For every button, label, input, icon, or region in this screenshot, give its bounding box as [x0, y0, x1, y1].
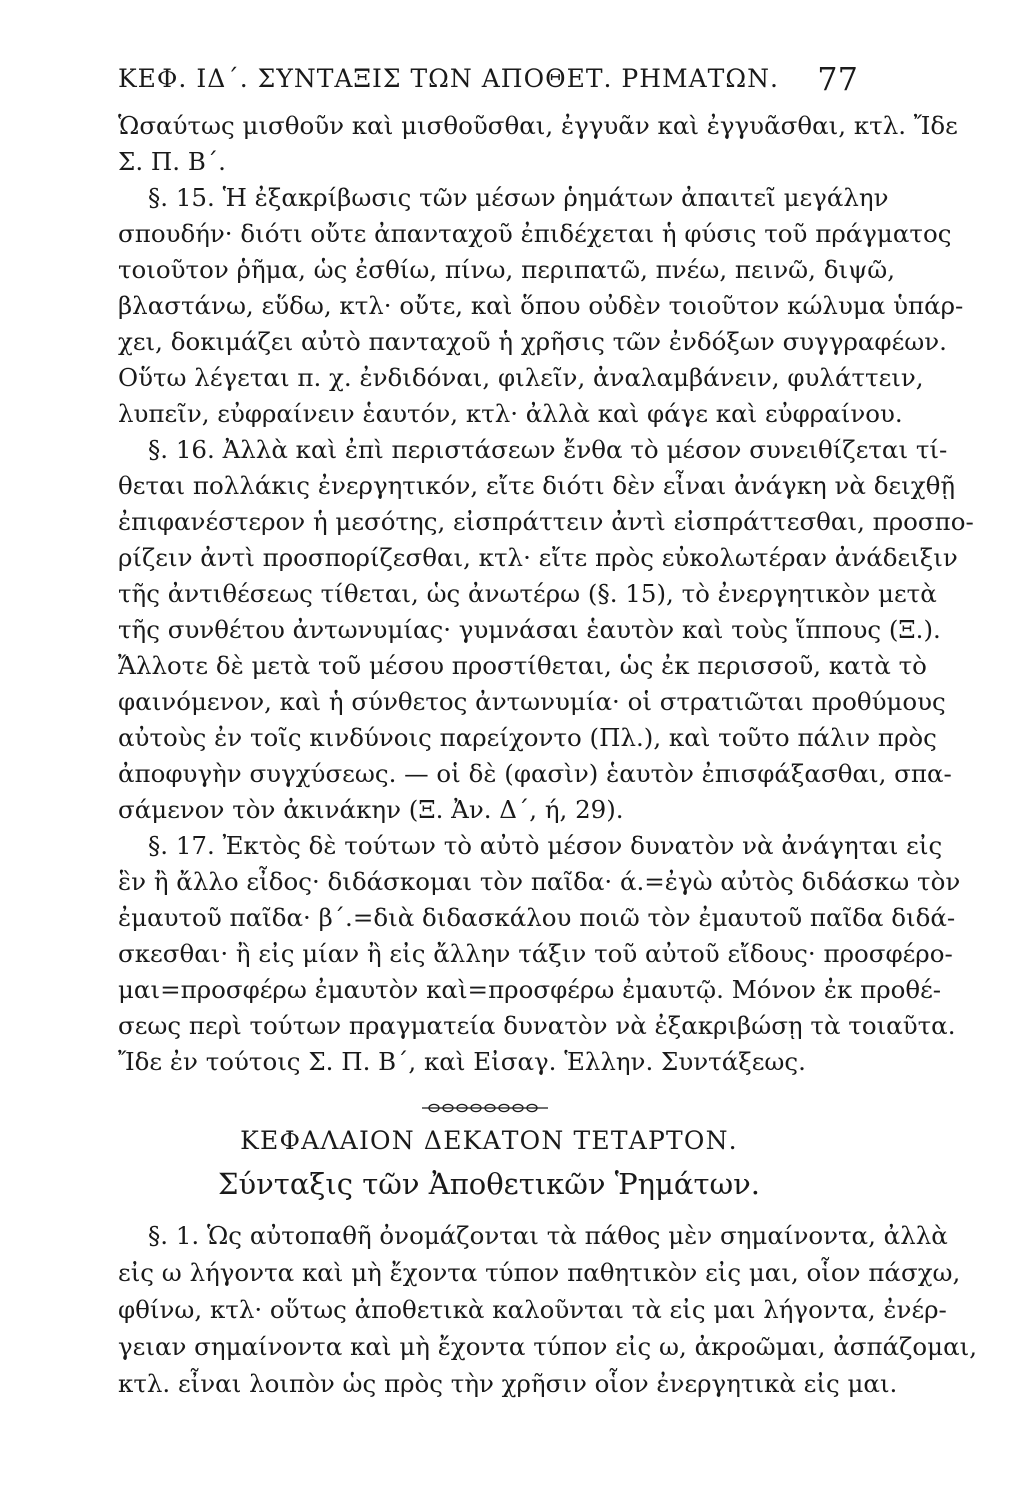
text-line: ἐπιφανέστερον ἡ μεσότης, εἰσπράττειν ἀντὶ εἰσπράττεσθαι, προσπο-	[118, 507, 974, 536]
chapter-paragraph-1-start: §. 1. Ὡς αὐτοπαθῆ ὀνομάζονται τὰ πάθος μὲν σημαίνοντα, ἀλλὰ	[148, 1221, 948, 1250]
text-line: Ὡσαύτως μισθοῦν καὶ μισθοῦσθαι, ἐγγυᾶν καὶ ἐγγυᾶσθαι, κτλ. Ἴδε	[118, 111, 958, 140]
text-line: ρίζειν ἀντὶ προσπορίζεσθαι, κτλ· εἴτε πρὸς εὐκολωτέραν ἀνάδειξιν	[118, 543, 958, 572]
paragraph-15-start: §. 15. Ἡ ἐξακρίβωσις τῶν μέσων ῥημάτων ἀπαιτεῖ μεγάλην	[148, 183, 889, 212]
text-line: χει, δοκιμάζει αὐτὸ πανταχοῦ ἡ χρῆσις τῶν ἐνδόξων συγγραφέων.	[118, 327, 947, 356]
text-line: φθίνω, κτλ· οὕτως ἀποθετικὰ καλοῦνται τὰ εἰς μαι λήγοντα, ἐνέρ-	[118, 1295, 947, 1324]
text-line: μαι=προσφέρω ἐμαυτὸν καὶ=προσφέρω ἐμαυτῷ. Μόνον ἐκ προθέ-	[118, 975, 942, 1004]
page-number: 77	[817, 60, 858, 98]
text-line: Οὕτω λέγεται π. χ. ἐνδιδόναι, φιλεῖν, ἀναλαμβάνειν, φυλάττειν,	[118, 363, 924, 392]
text-line: τῆς συνθέτου ἀντωνυμίας· γυμνάσαι ἑαυτὸν καὶ τοὺς ἵππους (Ξ.).	[118, 615, 941, 644]
text-line: Ἄλλοτε δὲ μετὰ τοῦ μέσου προστίθεται, ὡς ἐκ περισσοῦ, κατὰ τὸ	[118, 651, 927, 680]
text-line: ἐμαυτοῦ παῖδα· β΄.=διὰ διδασκάλου ποιῶ τὸν ἐμαυτοῦ παῖδα διδά-	[118, 903, 956, 932]
text-line: γειαν σημαίνοντα καὶ μὴ ἔχοντα τύπον εἰς ω, ἀκροῶμαι, ἀσπάζομαι,	[118, 1332, 978, 1361]
text-line: Σ. Π. Β΄.	[118, 147, 226, 176]
ornament-divider	[420, 1101, 550, 1115]
text-line: ἓν ἢ ἄλλο εἶδος· διδάσκομαι τὸν παῖδα· ά.=ἐγὼ αὐτὸς διδάσκω τὸν	[118, 867, 961, 896]
chapter-title: ΚΕΦΑΛΑΙΟΝ ΔΕΚΑΤΟΝ ΤΕΤΑΡΤΟΝ.	[240, 1126, 738, 1155]
paragraph-17-start: §. 17. Ἐκτὸς δὲ τούτων τὸ αὐτὸ μέσον δυνατὸν νὰ ἀνάγηται εἰς	[148, 831, 943, 860]
text-line: ἀποφυγὴν συγχύσεως. — οἱ δὲ (φασὶν) ἑαυτὸν ἐπισφάξασθαι, σπα-	[118, 759, 952, 788]
text-line: εἰς ω λήγοντα καὶ μὴ ἔχοντα τύπον παθητικὸν εἰς μαι, οἷον πάσχω,	[118, 1258, 961, 1287]
text-line: τοιοῦτον ῥῆμα, ὡς ἐσθίω, πίνω, περιπατῶ, πνέω, πεινῶ, διψῶ,	[118, 255, 896, 284]
text-line: αὐτοὺς ἐν τοῖς κινδύνοις παρείχοντο (Πλ.), καὶ τοῦτο πάλιν πρὸς	[118, 723, 937, 752]
text-line: κτλ. εἶναι λοιπὸν ὡς πρὸς τὴν χρῆσιν οἷον ἐνεργητικὰ εἰς μαι.	[118, 1369, 898, 1398]
text-line: σεως περὶ τούτων πραγματεία δυνατὸν νὰ ἐξακριβώσῃ τὰ τοιαῦτα.	[118, 1011, 956, 1040]
text-line: σάμενον τὸν ἀκινάκην (Ξ. Ἀν. Δ΄, ή, 29).	[118, 795, 624, 824]
chapter-subtitle: Σύνταξις τῶν Ἀποθετικῶν Ῥημάτων.	[218, 1167, 760, 1201]
text-line: σκεσθαι· ἢ εἰς μίαν ἢ εἰς ἄλλην τάξιν τοῦ αὐτοῦ εἴδους· προσφέρο-	[118, 939, 953, 968]
running-head-title: ΚΕΦ. ΙΔ΄. ΣΥΝΤΑΞΙΣ ΤΩΝ ΑΠΟΘΕΤ. ΡΗΜΑΤΩΝ.	[118, 64, 779, 93]
running-head	[118, 60, 858, 104]
text-line: θεται πολλάκις ἐνεργητικόν, εἴτε διότι δὲν εἶναι ἀνάγκη νὰ δειχθῇ	[118, 471, 956, 500]
text-line: σπουδήν· διότι οὔτε ἀπανταχοῦ ἐπιδέχεται ἡ φύσις τοῦ πράγματος	[118, 219, 952, 248]
text-line: φαινόμενον, καὶ ἡ σύνθετος ἀντωνυμία· οἱ στρατιῶται προθύμους	[118, 687, 946, 716]
text-line: τῆς ἀντιθέσεως τίθεται, ὡς ἀνωτέρω (§. 15), τὸ ἐνεργητικὸν μετὰ	[118, 579, 937, 608]
text-line: λυπεῖν, εὐφραίνειν ἑαυτόν, κτλ· ἀλλὰ καὶ φάγε καὶ εὐφραίνου.	[118, 399, 903, 428]
paragraph-16-start: §. 16. Ἀλλὰ καὶ ἐπὶ περιστάσεων ἔνθα τὸ μέσον συνειθίζεται τί-	[148, 435, 948, 464]
text-line: βλαστάνω, εὕδω, κτλ· οὔτε, καὶ ὅπου οὐδὲν τοιοῦτον κώλυμα ὑπάρ-	[118, 291, 964, 320]
text-line: Ἴδε ἐν τούτοις Σ. Π. Β΄, καὶ Εἰσαγ. Ἑλλην. Συντάξεως.	[118, 1047, 806, 1076]
